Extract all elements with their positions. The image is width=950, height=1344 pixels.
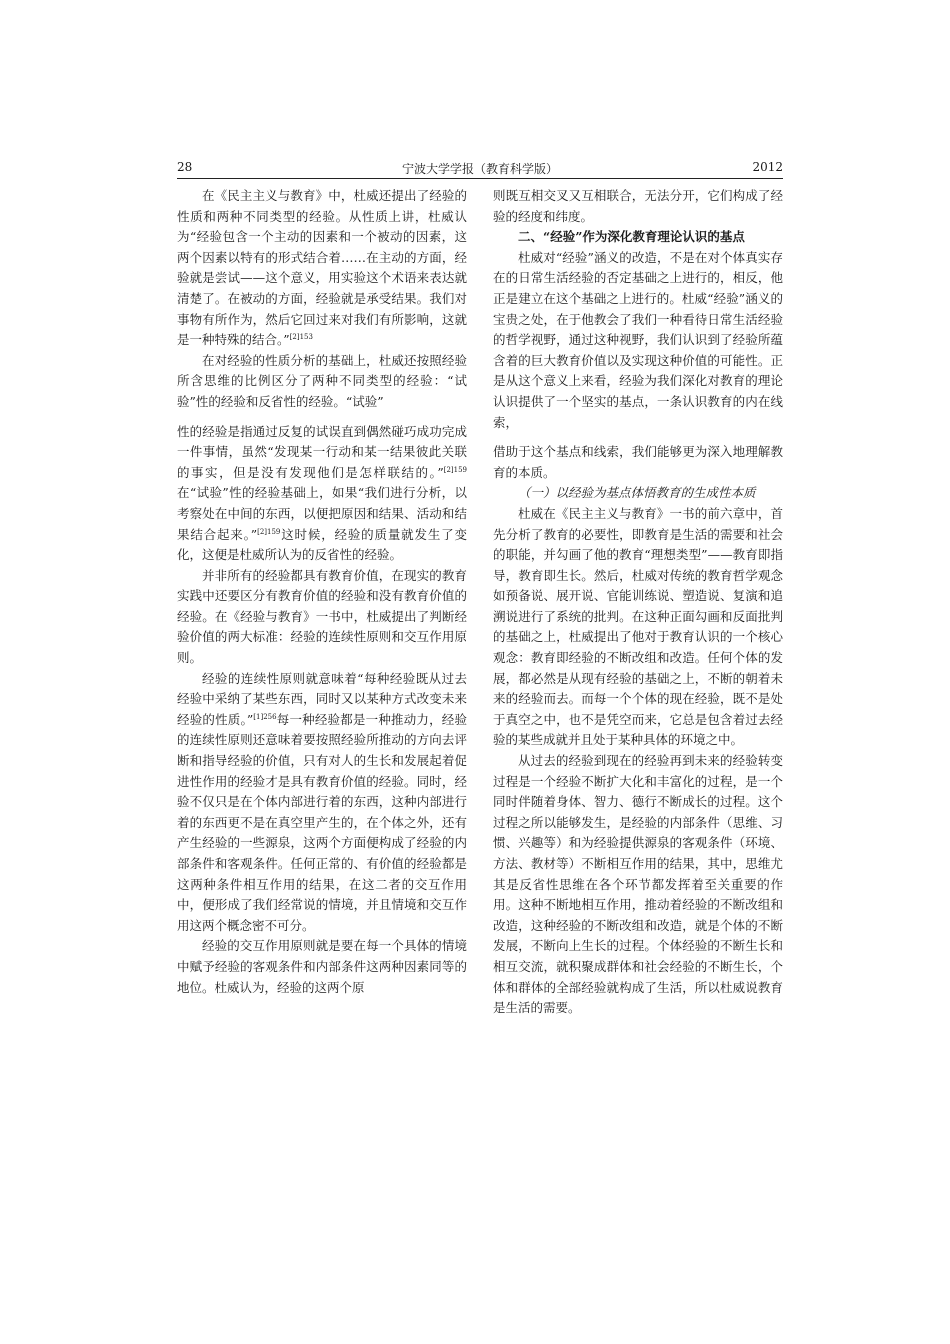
paragraph: 并非所有的经验都具有教育价值，在现实的教育实践中还要区分有教育价值的经验和没有教育价值的经验。在《经验与教育》一书中，杜威提出了判断经验价值的两大标准：经验的连续性原则和交互作用原则。: [177, 567, 467, 666]
page-number: 28: [177, 160, 193, 174]
paragraph: [177, 422, 467, 566]
paragraph: 则既互相交叉又互相联合，无法分开，它们构成了经验的经度和纬度。: [493, 188, 783, 224]
paragraph: 经验的交互作用原则就是要在每一个具体的情境中赋予经验的客观条件和内部条件这两种因素同等的地位。杜威认为，经验的这两个原: [177, 938, 467, 995]
paragraph: 杜威对“经验”涵义的改造，不是在对个体真实存在的日常生活经验的否定基础之上进行的，相反，他正是建立在这个基础之上进行的。杜威“经验”涵义的宝贵之处，在于他教会了我们一种看待日常生活经验的哲学视野，通过这种视野，我们认识到了经验所蕴含着的巨大教育价值以及实现这种价值的可能性。正是从这个意义上来看，经验为我们深化对教育的理论认识提供了一个坚实的基点，一条认识教育的内在线索，: [493, 249, 783, 430]
citation: [1]256: [253, 712, 277, 721]
paragraph-text: 每一种经验都是一种推动力，经验的连续性原则还意味着要按照经验所推动的方向去评断和指导经验的价值，只有对人的生长和发展起着促进性作用的经验才是具有教育价值的经验。同时，经验不仅只是在个体内部进行着的东西，这种内部进行着的东西更不是在真空里产生的，在个体之外，还有产生经验的一些源泉，这两个方面便构成了经验的内部条件和客观条件。任何正常的、有价值的经验都是这两种条件相互作用的结果，在这二者的交互作用中，便形成了我们经常说的情境，并且情境和交互作用这两个概念密不可分。: [177, 711, 467, 933]
citation: [2]159: [257, 527, 281, 536]
citation: [2]153: [289, 333, 313, 341]
paragraph: [177, 669, 467, 937]
subsection-heading: （一）以经验为基点体悟教育的生成性本质: [518, 485, 756, 501]
paragraph-text: 这时候，经验的质量就发生了变化，这便是杜威所认为的反省性的经验。: [177, 526, 467, 563]
citation: [2]159: [443, 465, 467, 474]
paragraph: 在对经验的性质分析的基础上，杜威还按照经验所含思维的比例区分了两种不同类型的经验：“试验”性的经验和反省性的经验。“试验”: [177, 352, 467, 409]
publication-year: 2012: [752, 160, 783, 174]
paragraph: 从过去的经验到现在的经验再到未来的经验转变过程是一个经验不断扩大化和丰富化的过程，是一个同时伴随着身体、智力、德行不断成长的过程。这个过程之所以能够发生，是经验的内部条件（思维、习惯、兴趣等）和为经验提供源泉的客观条件（环境、方法、教材等）不断相互作用的结果，其中，思维尤其是反省性思维在各个环节都发挥着至关重要的作用。这种不断地相互作用，推动着经验的不断改组和改造，这种经验的不断改组和改造，就是个体的不断发展，不断向上生长的过程。个体经验的不断生长和相互交流，就积聚成群体和社会经验的不断生长，个体和群体的全部经验就构成了生活，所以杜威说教育是生活的需要。: [493, 753, 783, 1016]
journal-title: 宁波大学学报（教育科学版）: [401, 162, 558, 176]
paragraph-text: 性的经验是指通过反复的试误直到偶然碰巧成功完成一件事情，虽然“发现某一行动和某一结果彼此关联的事实，但是没有发现他们是怎样联结的。”: [177, 423, 467, 480]
page-header: [177, 158, 783, 178]
paragraph: [177, 186, 467, 351]
section-heading: 二、“经验”作为深化教育理论认识的基点: [518, 229, 745, 245]
paragraph-text: 在《民主主义与教育》中，杜威还提出了经验的性质和两种不同类型的经验。从性质上讲，杜威认为“经验包含一个主动的因素和一个被动的因素，这两个因素以特有的形式结合着……在主动的方面，经验就是尝试——这个意义，用实验这个术语来表达就清楚了。在被动的方面，经验就是承受结果。我们对事物有所作为，然后它回过来对我们有所影响，这就是一种特殊的结合。”: [177, 188, 467, 348]
header-rule: [177, 178, 783, 179]
paragraph: 杜威在《民主主义与教育》一书的前六章中，首先分析了教育的必要性，即教育是生活的需要和社会的职能，并勾画了他的教育“理想类型”——教育即指导，教育即生长。然后，杜威对传统的教育哲学观念如预备说、展开说、官能训练说、塑造说、复演和追溯说进行了系统的批判。在这种正面勾画和反面批判的基础之上，杜威提出了他对于教育认识的一个核心观念：教育即经验的不断改组和改造。任何个体的发展，都必然是从现有经验的基础之上，不断的朝着未来的经验而去。而每一个个体的现在经验，既不是处于真空之中，也不是凭空而来，它总是包含着过去经验的某些成就并且处于某种具体的环境之中。: [493, 505, 783, 748]
paragraph: 借助于这个基点和线索，我们能够更为深入地理解教育的本质。: [493, 444, 783, 480]
right-column: [493, 186, 783, 1019]
paragraph-text: 经验的连续性原则就意味着“每种经验既从过去经验中采纳了某些东西，同时又以某种方式改变未来经验的性质。”: [177, 670, 467, 727]
left-column: [177, 186, 467, 998]
paragraph-text: 在“试验”性的经验基础上，如果“我们进行分析，以考察处在中间的东西，以便把原因和结果、活动和结果结合起来。”: [177, 485, 467, 542]
